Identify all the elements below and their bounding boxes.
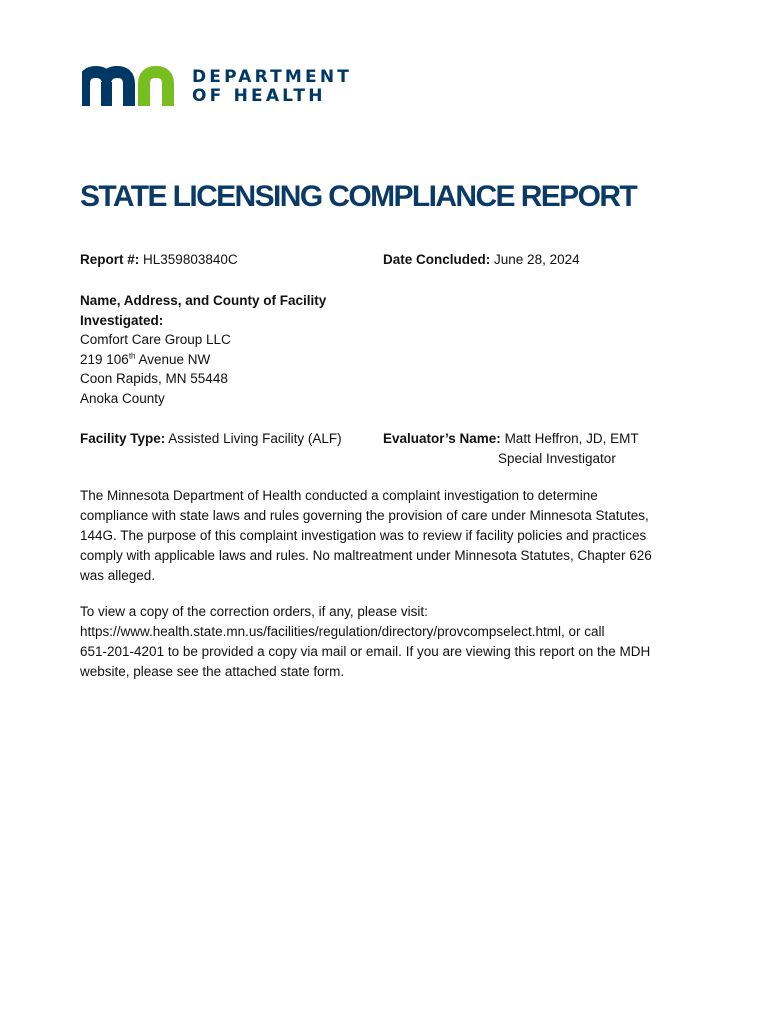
facility-label-line1: Name, Address, and County of Facility (80, 293, 327, 308)
date-concluded-label: Date Concluded: (383, 252, 491, 267)
paragraph-line: 651-201-4201 to be provided a copy via mail or email. If you are viewing this report on the MDH (80, 644, 651, 659)
logo-line-department: DEPARTMENT (192, 67, 353, 87)
paragraph-line: To view a copy of the correction orders, if any, please visit: (80, 604, 428, 619)
evaluator-name: Matt Heffron, JD, EMT (504, 431, 639, 446)
facility-type-label: Facility Type: (80, 431, 166, 446)
department-of-health-wordmark (192, 68, 352, 106)
evaluator-field (383, 429, 639, 468)
date-concluded-field (383, 250, 580, 270)
facility-city-state-zip: Coon Rapids, MN 55448 (80, 371, 228, 386)
paragraph-line: was alleged. (80, 568, 156, 583)
paragraph-line: https://www.health.state.mn.us/facilities/regulation/directory/provcompselect.html, or call (80, 624, 605, 639)
facility-type-field (80, 429, 342, 449)
facility-county: Anoka County (80, 390, 165, 406)
facility-name: Comfort Care Group LLC (80, 332, 231, 347)
evaluator-label: Evaluator’s Name: (383, 431, 501, 446)
report-number-field (80, 250, 238, 270)
facility-type-value: Assisted Living Facility (ALF) (168, 431, 342, 446)
paragraph-line: website, please see the attached state form. (80, 664, 345, 679)
report-number-value: HL359803840C (143, 252, 238, 267)
report-title: STATE LICENSING COMPLIANCE REPORT (80, 180, 637, 213)
facility-block (80, 291, 326, 408)
mn-logo-mark-icon (82, 66, 182, 112)
logo-line-of-health: OF HEALTH (192, 86, 326, 106)
date-concluded-value: June 28, 2024 (494, 252, 580, 267)
report-number-label: Report #: (80, 252, 140, 267)
facility-label-line2: Investigated: (80, 312, 164, 328)
mdh-logo (82, 66, 362, 112)
paragraph-line: The Minnesota Department of Health conducted a complaint investigation to determine (80, 488, 598, 503)
facility-address: 219 106th Avenue NW (80, 351, 211, 367)
paragraph-line: 144G. The purpose of this complaint investigation was to review if facility policies and practices (80, 528, 647, 543)
paragraph-line: compliance with state laws and rules governing the provision of care under Minnesota Statutes, (80, 508, 649, 523)
investigation-summary-paragraph (80, 486, 692, 586)
paragraph-line: comply with applicable laws and rules. No maltreatment under Minnesota Statutes, Chapter 626 (80, 548, 652, 563)
correction-orders-paragraph (80, 602, 692, 682)
evaluator-title: Special Investigator (498, 450, 616, 466)
